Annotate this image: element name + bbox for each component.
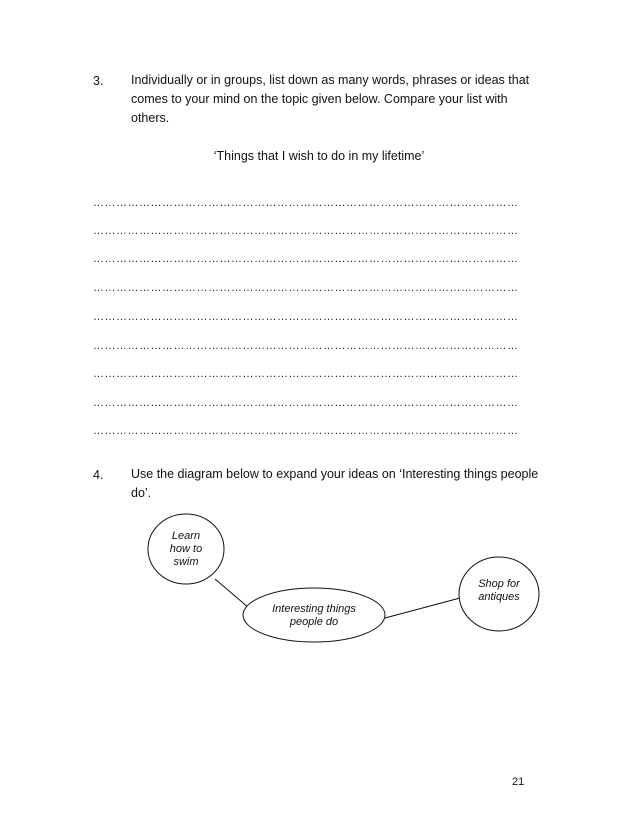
node-left-label xyxy=(156,530,216,569)
answer-line: ………………………………………………………………………………………………… xyxy=(93,311,519,321)
connector-right xyxy=(385,598,460,618)
answer-line: ………………………………………………………………………………………………… xyxy=(93,225,519,235)
topic-prompt: ‘Things that I wish to do in my lifetime’ xyxy=(213,149,425,163)
node-left-line-3: swim xyxy=(173,556,199,568)
node-left-line-2: how to xyxy=(169,543,203,555)
answer-line: ………………………………………………………………………………………………… xyxy=(93,340,519,350)
node-right-line-2: antiques xyxy=(478,591,520,603)
question-4-line-1: Use the diagram below to expand your ideas on ‘Interesting things people xyxy=(131,467,539,481)
node-left-line-1: Learn xyxy=(171,530,201,542)
answer-line: ………………………………………………………………………………………………… xyxy=(93,368,519,378)
question-3-number: 3. xyxy=(93,74,104,88)
center-node-label xyxy=(256,603,372,629)
center-node-line-1: Interesting things xyxy=(272,603,356,615)
question-3-line-3: others. xyxy=(131,111,170,125)
answer-line: ………………………………………………………………………………………………… xyxy=(93,397,519,407)
question-4-line-2: do’. xyxy=(131,486,152,500)
node-right-label xyxy=(465,578,533,604)
question-3-line-2: comes to your mind on the topic given below. Compare your list with xyxy=(131,92,508,106)
node-right-line-1: Shop for xyxy=(478,578,520,590)
answer-line: ………………………………………………………………………………………………… xyxy=(93,425,519,435)
page-number: 21 xyxy=(512,776,525,788)
question-3-line-1: Individually or in groups, list down as many words, phrases or ideas that xyxy=(131,73,530,87)
answer-line: ………………………………………………………………………………………………… xyxy=(93,253,519,263)
answer-line: ………………………………………………………………………………………………… xyxy=(93,282,519,292)
answer-line: ………………………………………………………………………………………………… xyxy=(93,197,519,207)
center-node-line-2: people do xyxy=(289,616,339,628)
question-4-number: 4. xyxy=(93,468,104,482)
connector-left xyxy=(215,579,249,608)
